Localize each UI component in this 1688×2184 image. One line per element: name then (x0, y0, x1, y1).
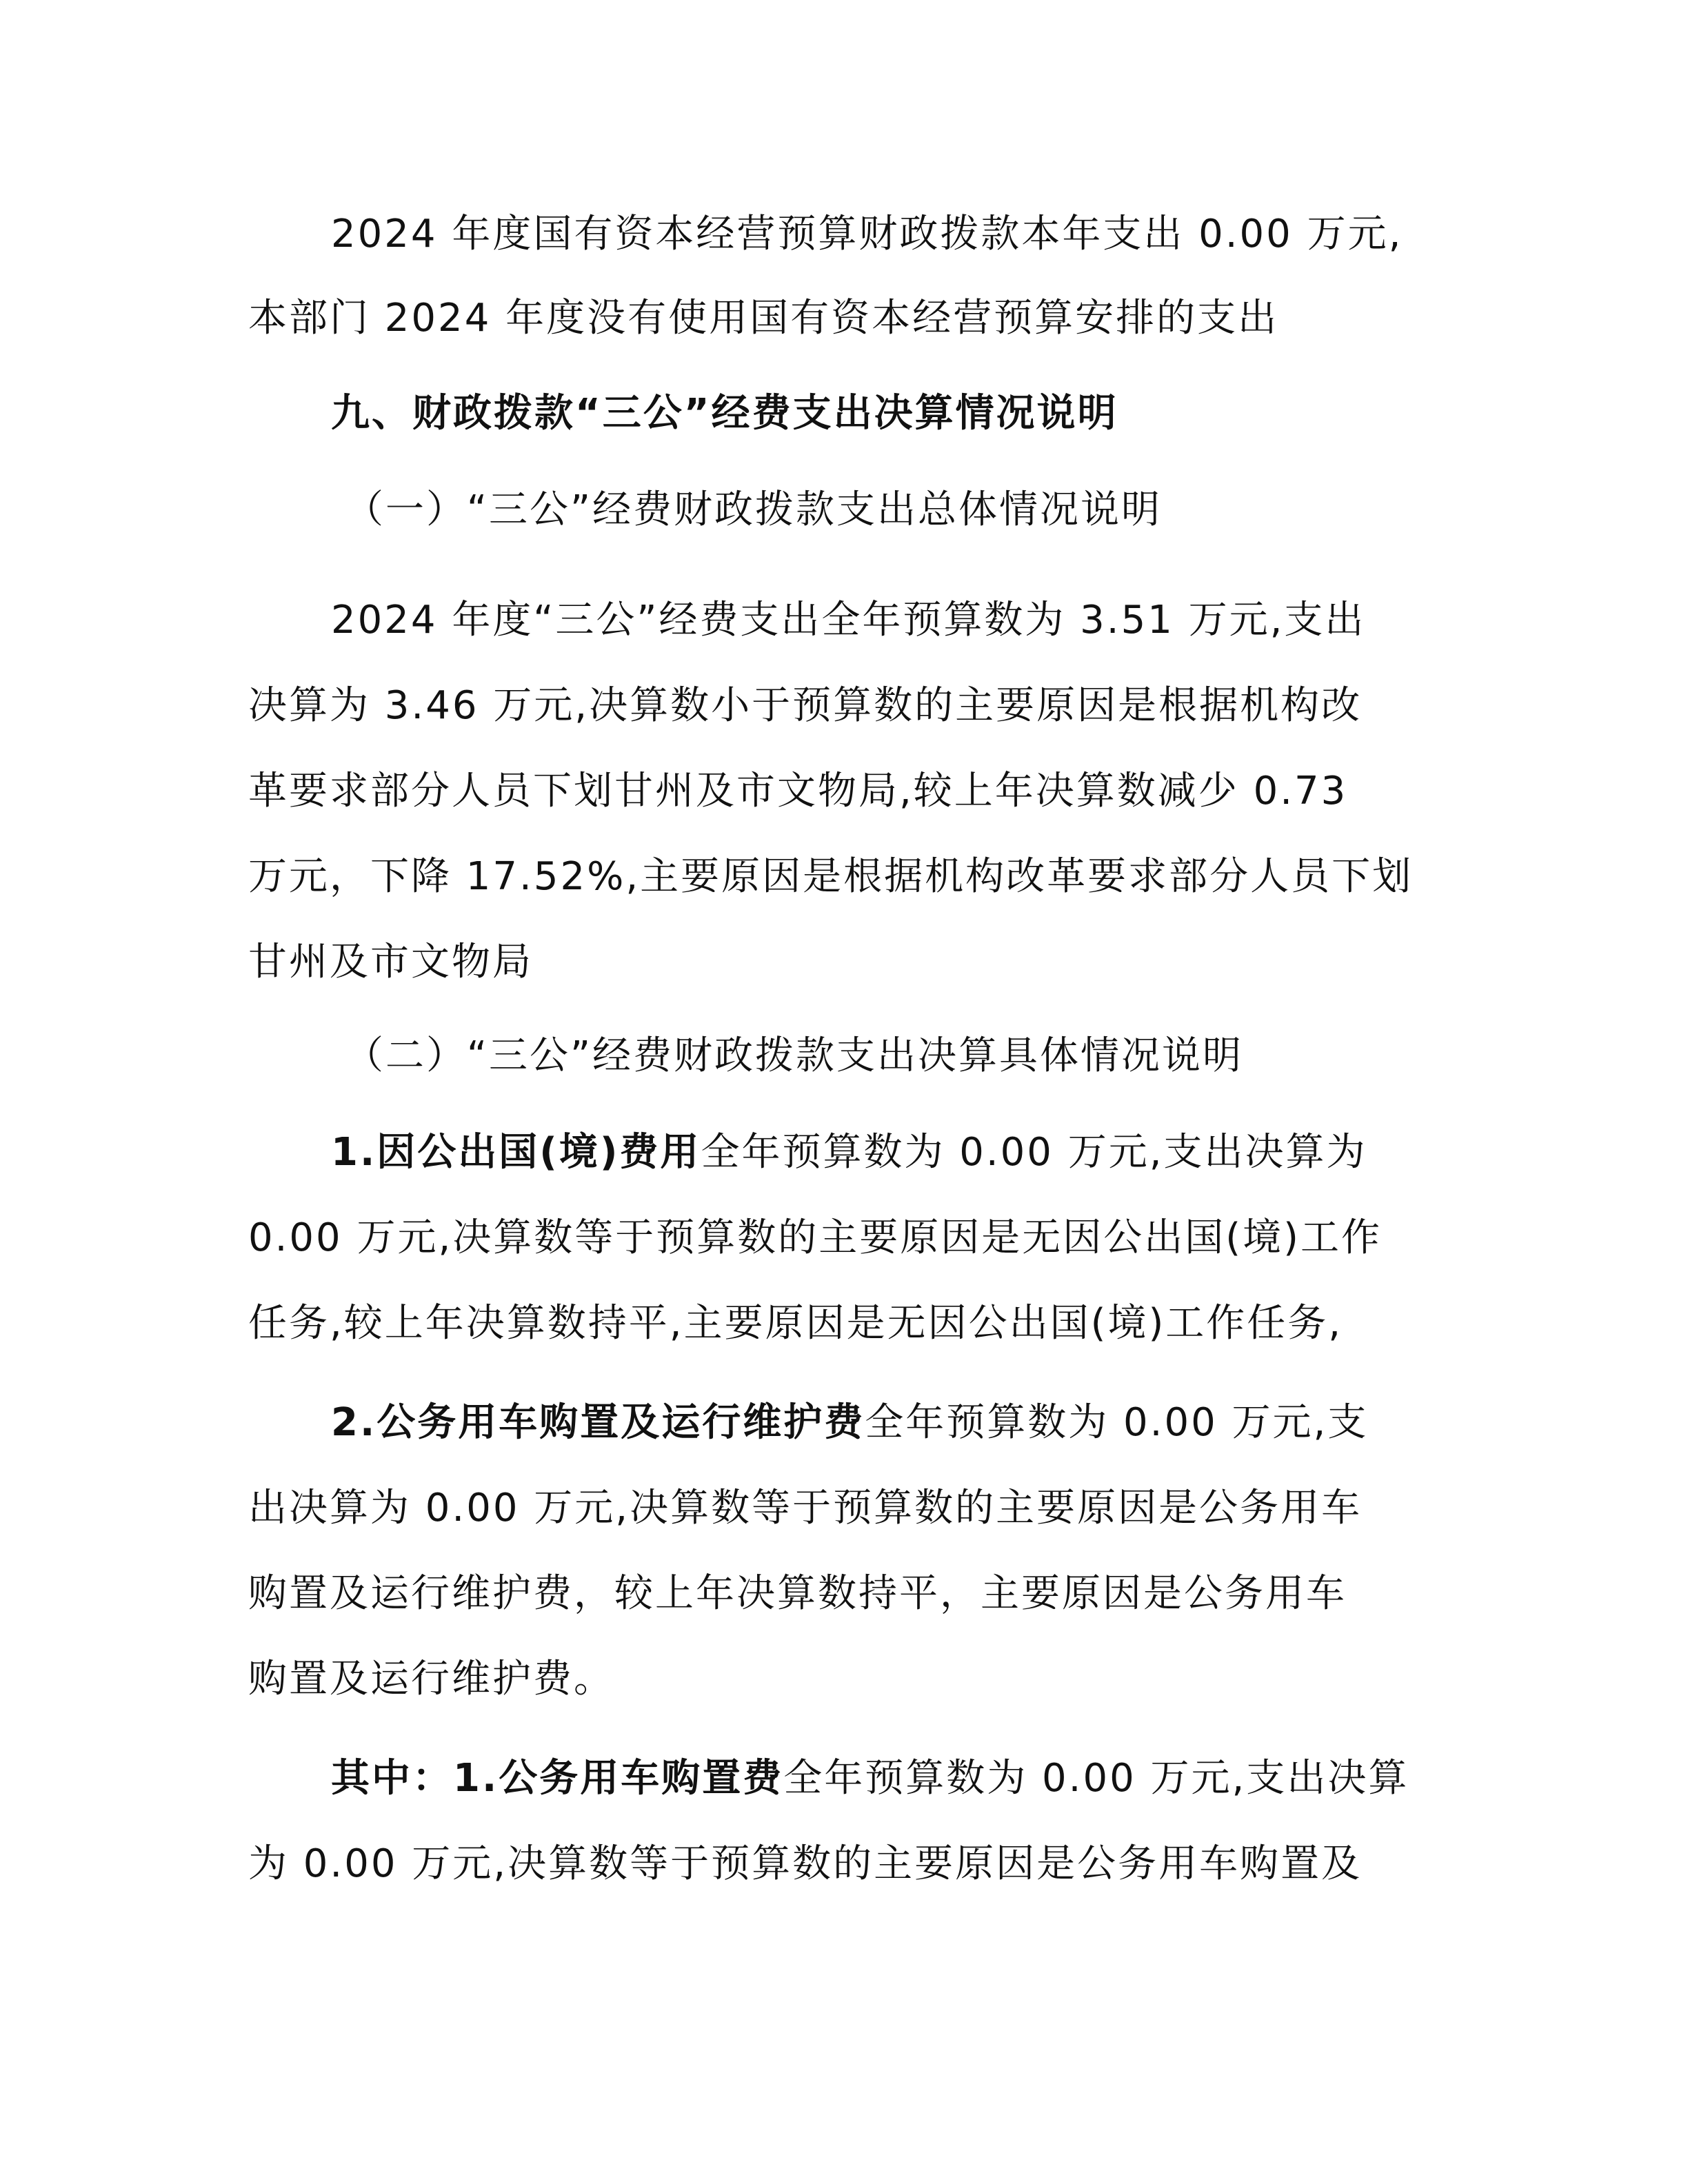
paragraph-line: 革要求部分人员下划甘州及市文物局,较上年决算数减少 0.73 (248, 769, 1348, 813)
paragraph-line: 万元，下降 17.52%,主要原因是根据机构改革要求部分人员下划 (248, 854, 1414, 899)
item-heading: 1.因公出国(境)费用 (331, 1130, 701, 1175)
paragraph-line: 出决算为 0.00 万元,决算数等于预算数的主要原因是公务用车 (248, 1486, 1363, 1530)
paragraph-line: 0.00 万元,决算数等于预算数的主要原因是无因公出国(境)工作 (248, 1215, 1382, 1260)
paragraph-line: 2024 年度国有资本经营预算财政拨款本年支出 0.00 万元, (331, 212, 1403, 256)
paragraph-line: 2024 年度“三公”经费支出全年预算数为 3.51 万元,支出 (331, 598, 1366, 643)
subsection-heading: （一）“三公”经费财政拨款支出总体情况说明 (345, 487, 1163, 532)
paragraph-line: 决算为 3.46 万元,决算数小于预算数的主要原因是根据机构改 (248, 683, 1363, 728)
subsection-heading: （二）“三公”经费财政拨款支出决算具体情况说明 (345, 1033, 1244, 1078)
paragraph-line: 购置及运行维护费。 (248, 1657, 614, 1701)
paragraph-line (331, 1751, 1409, 1806)
paragraph-line: 本部门 2024 年度没有使用国有资本经营预算安排的支出 (248, 296, 1279, 341)
item-text: 全年预算数为 0.00 万元,支 (865, 1400, 1369, 1445)
paragraph-line: 任务,较上年决算数持平,主要原因是无因公出国(境)工作任务, (248, 1301, 1343, 1346)
item-heading: 其中：1.公务用车购置费 (331, 1756, 784, 1801)
paragraph-line: 甘州及市文物局 (248, 940, 533, 984)
paragraph-line (331, 1395, 1368, 1450)
item-text: 全年预算数为 0.00 万元,支出决算 (783, 1756, 1409, 1801)
paragraph-line: 购置及运行维护费，较上年决算数持平，主要原因是公务用车 (248, 1571, 1347, 1616)
item-text: 全年预算数为 0.00 万元,支出决算为 (701, 1130, 1367, 1175)
paragraph-line (331, 1125, 1367, 1180)
paragraph-line: 为 0.00 万元,决算数等于预算数的主要原因是公务用车购置及 (248, 1841, 1363, 1886)
item-heading: 2.公务用车购置及运行维护费 (331, 1400, 865, 1445)
section-heading: 九、财政拨款“三公”经费支出决算情况说明 (331, 391, 1118, 436)
